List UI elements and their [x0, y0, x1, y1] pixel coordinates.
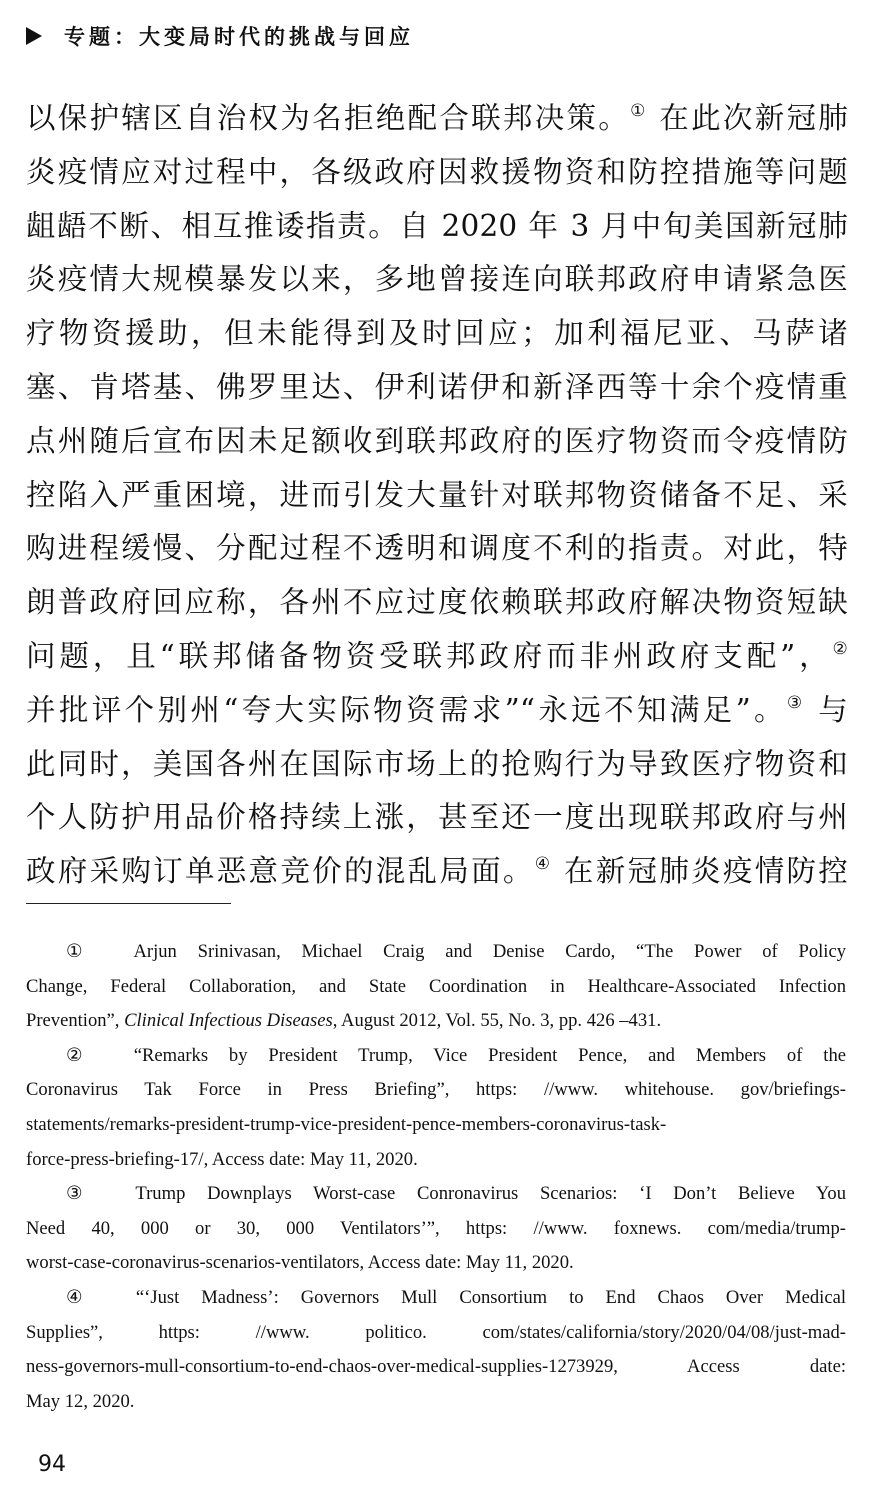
body-line: 塞、肯塔基、佛罗里达、伊利诺伊和新泽西等十余个疫情重 [26, 369, 848, 404]
footnote-divider [26, 903, 231, 904]
footnote-url-line[interactable]: ness-governors-mull-consortium-to-end-chaos-over-medical-supplies-1273929, Access date: [26, 1356, 846, 1378]
footnote-2 [26, 1039, 846, 1177]
body-line: 炎疫情应对过程中，各级政府因救援物资和防控措施等问题 [26, 154, 848, 189]
body-text [26, 92, 848, 899]
body-line: 炎疫情大规模暴发以来，多地曾接连向联邦政府申请紧急医 [26, 262, 848, 297]
footnote-1 [26, 935, 846, 1039]
footnote-3 [26, 1177, 846, 1281]
body-line: 购进程缓慢、分配过程不透明和调度不利的指责。对此，特 [26, 531, 848, 566]
body-line: 问题，且“联邦储备物资受联邦政府而非州政府支配”，② [26, 638, 848, 673]
footnote-url-line[interactable]: Supplies”, https: //www. politico. com/states/california/story/2020/04/08/just-mad- [26, 1321, 846, 1343]
body-line: 个人防护用品价格持续上涨，甚至还一度出现联邦政府与州 [26, 800, 848, 835]
footnote-url-line[interactable]: Need 40, 000 or 30, 000 Ventilators’”, https: //www. foxnews. com/media/trump- [26, 1217, 846, 1239]
body-line: 点州随后宣布因未足额收到联邦政府的医疗物资而令疫情防 [26, 423, 848, 458]
footnote-line: Change, Federal Collaboration, and State Coordination in Healthcare-Associated Infection [26, 975, 846, 997]
footnote-ref-3[interactable]: ③ [786, 692, 806, 713]
footnote-ref-2[interactable]: ② [832, 638, 848, 659]
footnote-line: ② “Remarks by President Trump, Vice President Pence, and Members of the [66, 1044, 846, 1066]
footnote-line: ④ “‘Just Madness’: Governors Mull Consortium to End Chaos Over Medical [66, 1286, 846, 1308]
journal-title: Clinical Infectious Diseases [124, 1010, 333, 1032]
triangle-marker-icon [26, 27, 42, 45]
body-line: 并批评个别州“夸大实际物资需求”“永远不知满足”。③ 与 [26, 692, 848, 727]
body-line: 疗物资援助，但未能得到及时回应；加利福尼亚、马萨诸 [26, 316, 848, 351]
body-line: 控陷入严重困境，进而引发大量针对联邦物资储备不足、采 [26, 477, 848, 512]
footnote-line: force-press-briefing-17/, Access date: May 11, 2020. [26, 1148, 418, 1170]
footnote-line: ③ Trump Downplays Worst-case Conronavirus Scenarios: ‘I Don’t Believe You [66, 1183, 846, 1205]
footnote-ref-4[interactable]: ④ [534, 854, 553, 875]
footnote-line: ① Arjun Srinivasan, Michael Craig and Denise Cardo, “The Power of Policy [66, 941, 846, 962]
page-number: 94 [38, 1452, 66, 1477]
footnote-url-line[interactable]: statements/remarks-president-trump-vice-president-pence-members-coronavirus-task- [26, 1113, 667, 1135]
body-line: 此同时，美国各州在国际市场上的抢购行为导致医疗物资和 [26, 746, 848, 781]
body-line: 龃龉不断、相互推诿指责。自 2020 年 3 月中旬美国新冠肺 [26, 208, 848, 243]
footnote-line: Prevention”, Clinical Infectious Diseases, August 2012, Vol. 55, No. 3, pp. 426 –431. [26, 1010, 662, 1032]
body-line: 以保护辖区自治权为名拒绝配合联邦决策。① 在此次新冠肺 [26, 101, 848, 135]
footnote-line: May 12, 2020. [26, 1390, 135, 1412]
running-header [26, 20, 414, 52]
footnote-line: worst-case-coronavirus-scenarios-ventilators, Access date: May 11, 2020. [26, 1252, 574, 1274]
footnote-4 [26, 1281, 846, 1419]
footnotes [26, 935, 846, 1419]
footnote-url-line[interactable]: Coronavirus Tak Force in Press Briefing”, https: //www. whitehouse. gov/briefings- [26, 1079, 846, 1101]
body-line: 政府采购订单恶意竞价的混乱局面。④ 在新冠肺炎疫情防控 [26, 854, 848, 889]
footnote-ref-1[interactable]: ① [630, 101, 648, 121]
running-header-title: 专题：大变局时代的挑战与回应 [64, 25, 414, 49]
body-line: 朗普政府回应称，各州不应过度依赖联邦政府解决物资短缺 [26, 585, 848, 620]
